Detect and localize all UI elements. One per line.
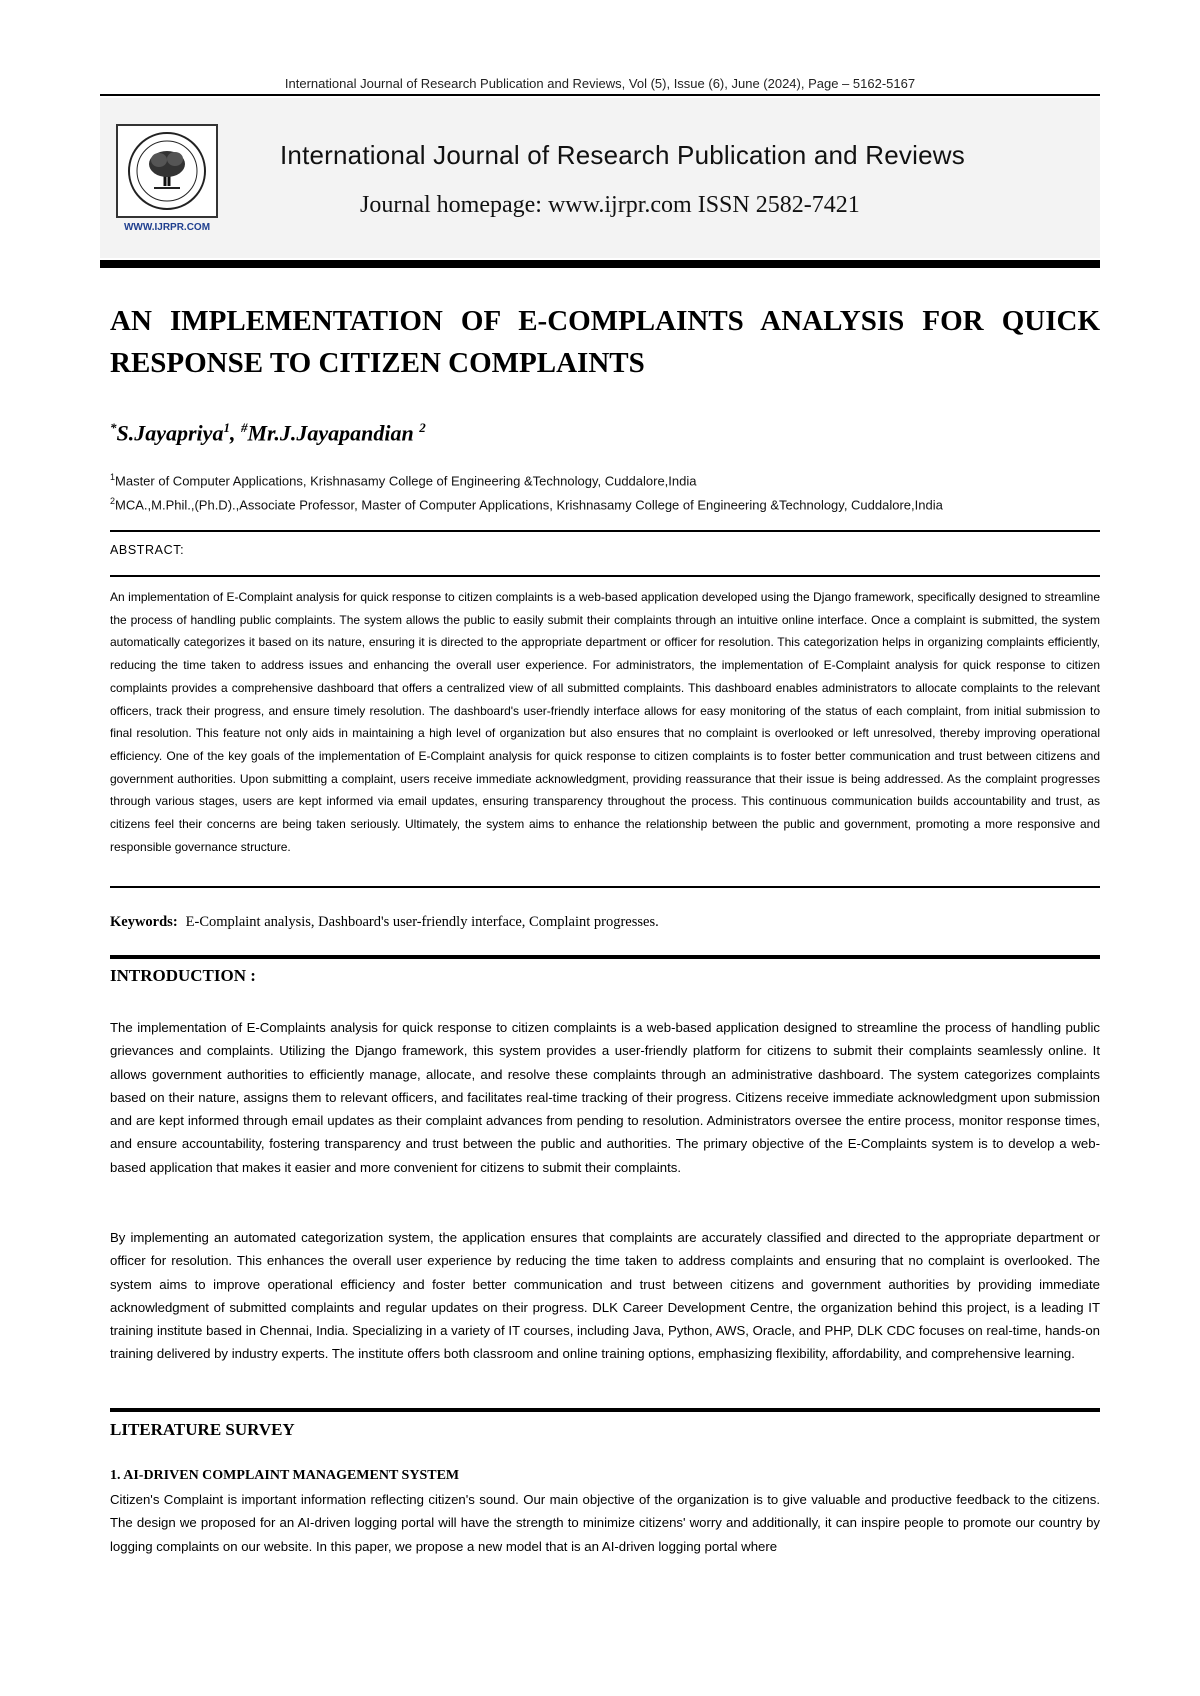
intro-paragraph-2: By implementing an automated categorization system, the application ensures that complaints are accurately classified and directed to the appropriate department or officer for resolution. This enhances the overall user experience by reducing the time taken to address complaints and ensuring that no complaint is overlooked. The system aims to improve operational efficiency and foster better communication and trust between citizens and government authorities by providing immediate acknowledgment of submitted complaints and regular updates on their progress. DLK Career Development Centre, the organization behind this project, is a leading IT training institute based in Chennai, India. Specializing in a variety of IT courses, including Java, Python, AWS, Oracle, and PHP, DLK CDC focuses on real-time, hands-on training delivered by industry experts. The institute offers both classroom and online training options, emphasizing flexibility, affordability, and comprehensive learning. xyxy=(110,1230,1100,1362)
abstract-text: An implementation of E-Complaint analysis for quick response to citizen complaints is a web-based application developed using the Django framework, specifically designed to streamline the process of handling public complaints. The system allows the public to easily submit their complaints through an intuitive online interface. Once a complaint is submitted, the system automatically categorizes it based on its nature, ensuring it is directed to the appropriate department or officer for resolution. This categorization helps in organizing complaints efficiently, reducing the time taken to address issues and enhancing the overall user experience. For administrators, the implementation of E-Complaint analysis for quick response to citizen complaints provides a comprehensive dashboard that offers a centralized view of all submitted complaints. This dashboard enables administrators to allocate complaints to the relevant officers, track their progress, and ensure timely resolution. The dashboard's user-friendly interface allows for easy monitoring of the status of each complaint, from initial submission to final resolution. This feature not only aids in maintaining a high level of organization but also ensures that no complaint is overlooked or left unresolved, thereby improving operational efficiency. One of the key goals of the implementation of E-Complaint analysis for quick response to citizen complaints is to foster better communication and trust between citizens and government authorities. Upon submitting a complaint, users receive immediate acknowledgment, providing reassurance that their issue is being addressed. As the complaint progresses through various stages, users are kept informed via email updates, ensuring transparency throughout the process. This continuous communication builds accountability and trust, as citizens feel their concerns are being taken seriously. Ultimately, the system aims to enhance the relationship between the public and government, promoting a more responsive and responsible governance structure. xyxy=(110,590,1100,854)
author-2-affil-ref: 2 xyxy=(419,420,426,435)
affiliation-2-number: 2 xyxy=(110,496,116,506)
lit-paragraph-1: Citizen's Complaint is important information reflecting citizen's sound. Our main objective of the organization is to give valuable and productive feedback to the citizens. The design we proposed for an AI-driven logging portal will have the strength to minimize citizens' worry and additionally, it can inspire people to promote our country by logging complaints on our website. In this paper, we propose a new model that is an AI-driven logging portal where xyxy=(110,1492,1100,1554)
abstract-bottom-rule xyxy=(110,886,1100,888)
journal-name: International Journal of Research Publication and Reviews xyxy=(280,140,965,170)
affiliation-1-number: 1 xyxy=(110,472,116,482)
abstract-label: ABSTRACT: xyxy=(110,543,185,557)
author-1-affil-ref: 1 xyxy=(223,420,230,435)
svg-text:WWW.IJRPR.COM: WWW.IJRPR.COM xyxy=(123,222,211,233)
running-head: International Journal of Research Publication and Reviews, Vol (5), Issue (6), June (2024), Page – 5162-5167 xyxy=(284,76,916,91)
abstract-label-rule xyxy=(110,575,1100,577)
abstract-top-rule xyxy=(110,530,1100,532)
author-separator: , xyxy=(229,420,241,446)
masthead-rule xyxy=(100,260,1100,268)
journal-logo xyxy=(116,124,218,236)
intro-paragraph-1: The implementation of E-Complaints analysis for quick response to citizen complaints is a web-based application designed to streamline the process of handling public grievances and complaints. Utilizing the Django framework, this system provides a user-friendly platform for citizens to submit their complaints seamlessly online. It allows government authorities to efficiently manage, allocate, and resolve these complaints through an administrative dashboard. The system categorizes complaints based on their nature, assigns them to relevant officers, and facilitates real-time tracking of their progress. Citizens receive immediate acknowledgment upon submission and are kept informed through email updates as their complaint advances from pending to resolution. Administrators oversee the entire process, monitor response times, and ensure accountability, fostering transparency and trust between the public and authorities. The primary objective of the E-Complaints system is to develop a web-based application that makes it easier and more convenient for citizens to submit their complaints. xyxy=(110,1020,1100,1175)
journal-masthead xyxy=(100,98,1100,258)
journal-homepage: Journal homepage: www.ijrpr.com ISSN 2582-7421 xyxy=(360,192,860,218)
affiliation-2 xyxy=(110,496,1100,512)
author-line xyxy=(110,420,426,446)
lit-survey-rule xyxy=(110,1408,1100,1412)
lit-survey-heading: LITERATURE SURVEY xyxy=(110,1420,295,1439)
header-rule xyxy=(100,94,1100,96)
keywords-text: E-Complaint analysis, Dashboard's user-friendly interface, Complaint progresses. xyxy=(185,914,659,930)
keywords xyxy=(110,914,659,931)
affiliation-1-text: Master of Computer Applications, Krishnasamy College of Engineering &Technology, Cuddalore,India xyxy=(115,473,697,489)
affiliation-1 xyxy=(110,472,1100,488)
intro-heading: INTRODUCTION : xyxy=(110,966,256,985)
affiliation-2-text: MCA.,M.Phil.,(Ph.D).,Associate Professor, Master of Computer Applications, Krishnasamy College of Engineering &Technology, Cuddalore,India xyxy=(115,497,943,513)
intro-rule xyxy=(110,955,1100,959)
author-2-mark: # xyxy=(240,420,248,435)
paper-title: AN IMPLEMENTATION OF E-COMPLAINTS ANALYSIS FOR QUICK RESPONSE TO CITIZEN COMPLAINTS xyxy=(110,305,1100,379)
lit-subsection-1-heading: 1. AI-DRIVEN COMPLAINT MANAGEMENT SYSTEM xyxy=(110,1468,460,1483)
keywords-label: Keywords: xyxy=(110,914,178,930)
author-2-name: Mr.J.Jayapandian xyxy=(247,420,420,446)
author-1-mark: * xyxy=(110,420,117,435)
author-1-name: S.Jayapriya xyxy=(116,420,224,446)
